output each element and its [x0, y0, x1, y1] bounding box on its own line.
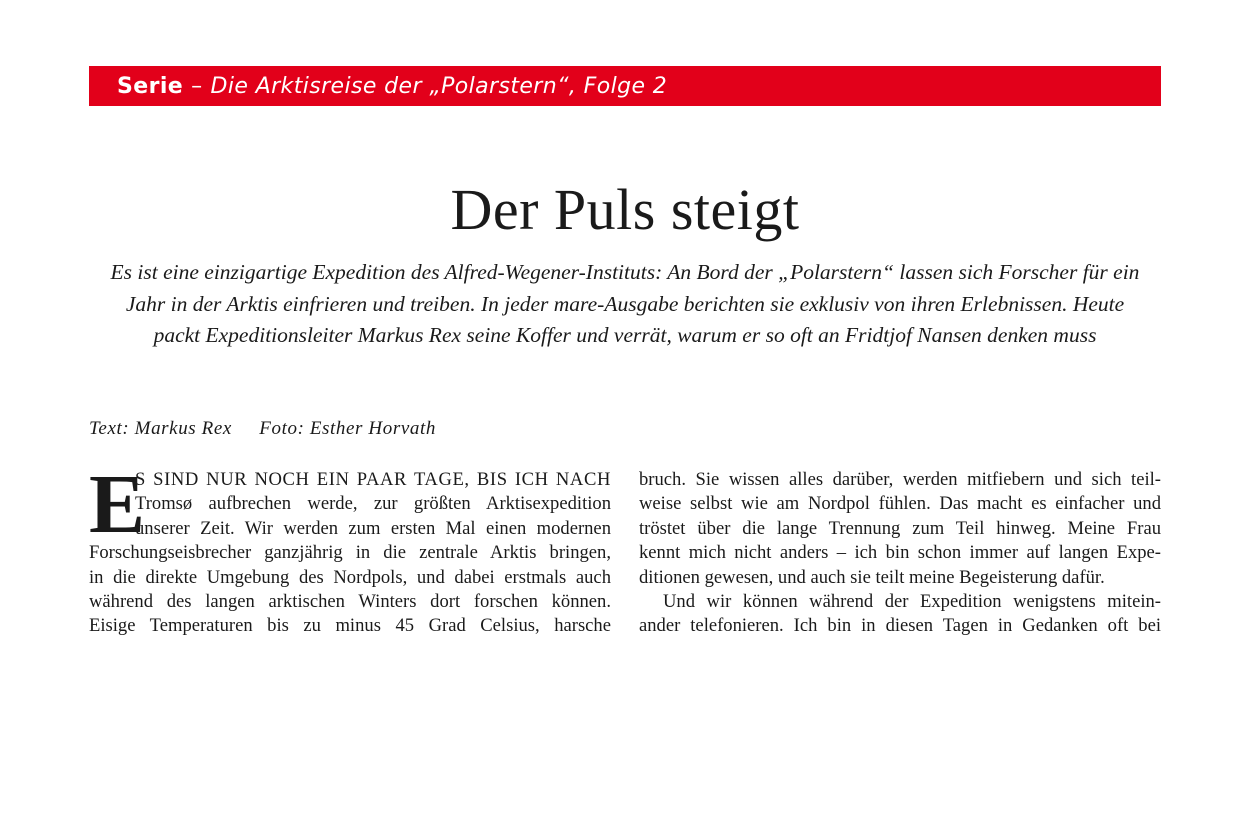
body-line: S SIND NUR NOCH EIN PAAR TAGE, BIS ICH NACH: [135, 469, 611, 490]
lead-line: Jahr in der Arktis einfrieren und treiben. In jeder mare-Ausgabe berichten sie exklusiv von ihren Erlebnissen. Heute: [125, 291, 1125, 316]
body-line: unserer Zeit. Wir werden zum ersten Mal einen modernen: [135, 517, 611, 539]
body-line: Tromsø aufbrechen werde, zur größten Arktisexpedition: [135, 493, 611, 515]
body-line: bruch. Sie wissen alles darüber, werden mitfiebern und sich teil-: [639, 469, 1161, 490]
body-column-right: [639, 468, 1161, 639]
series-subtitle: Die Arktisreise der „Polarstern“, Folge 2: [210, 73, 668, 99]
body-line: Eisige Temperaturen bis zu minus 45 Grad Celsius, harsche: [89, 615, 611, 637]
series-banner: [89, 66, 1161, 106]
drop-cap: E: [89, 458, 146, 551]
series-dash: –: [191, 73, 203, 99]
body-line: während des langen arktischen Winters dort forschen können.: [89, 590, 611, 612]
body-column-left: [89, 458, 611, 639]
article-lead: [89, 257, 1161, 352]
body-line: kennt mich nicht anders – ich bin schon immer auf langen Expe-: [639, 542, 1161, 564]
dropcap-block: [89, 458, 611, 551]
body-line: in die direkte Umgebung des Nordpols, und dabei erstmals auch: [89, 566, 611, 588]
body-line: ander telefonieren. Ich bin in diesen Tagen in Gedanken oft bei: [639, 615, 1161, 637]
body-line: ditionen gewesen, und auch sie teilt meine Begeisterung dafür.: [639, 566, 1105, 588]
body-line: weise selbst wie am Nordpol fühlen. Das macht es einfacher und: [639, 493, 1161, 515]
body-line: Forschungseisbrecher ganzjährig in die zentrale Arktis bringen,: [89, 542, 611, 564]
lead-line: packt Expeditionsleiter Markus Rex seine Koffer und verrät, warum er so oft an Fridtjof Nansen denken muss: [153, 323, 1097, 347]
series-label: Serie: [117, 73, 184, 99]
author-credit: Text: Markus Rex: [89, 418, 232, 439]
photo-credit: Foto: Esther Horvath: [259, 418, 436, 439]
body-line: tröstet über die lange Trennung zum Teil hinweg. Meine Frau: [639, 517, 1161, 539]
article-headline: Der Puls steigt: [450, 177, 800, 242]
lead-line: Es ist eine einzigartige Expedition des Alfred-Wegener-Instituts: An Bord der „Polarstern“ lassen sich Forscher für ein: [110, 260, 1140, 284]
article-credits: [89, 418, 436, 440]
body-line: Und wir können während der Expedition wenigstens mitein-: [663, 590, 1161, 612]
